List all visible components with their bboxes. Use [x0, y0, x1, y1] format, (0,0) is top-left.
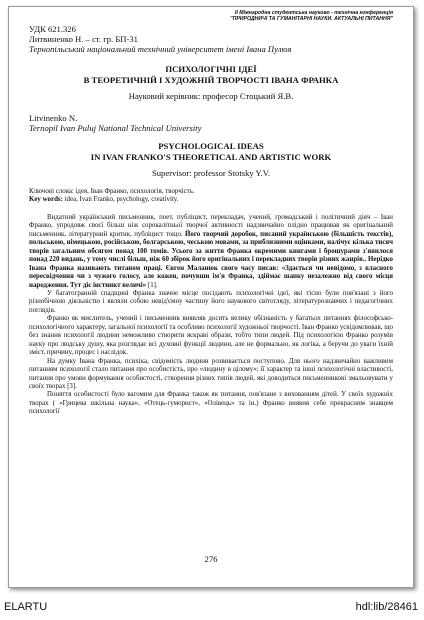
keywords-en-text: idea, Ivan Franko, psychology, creativity.: [62, 196, 179, 204]
affiliation-ua: Тернопільський національний технічний університет імені Івана Пулюя: [29, 44, 292, 54]
author-en: Litvinenko N.: [29, 113, 78, 123]
title-ua-line-1: ПСИХОЛОГІЧНІ ІДЕЇ: [165, 64, 257, 74]
paragraph-1-part-b: Його творчий доробок, писаний українською (більшість текстів), польською, німецькою, російською, болгарською, чеською мовами, за приблизними оцінками, налічує кілька тисяч творів загальним обсягом понад 100 томів. Усього за життя Франка окремими книгами і брошурами з'явилося понад 220 видань, у тому числі більш, ніж 60 збірок його оригінальних і перекладних творів різних жанрів.. Нерідко Івана Франка називають титаном праці. Євген Маланюк свого часу писав: «Здається чи невідомо, з власного пересвідчення чи з чужого голосу, але кожен, почувши ім'я Франка, здіймає шапку незалежно від свого місця народження. Тут діє інстинкт величі»: [29, 230, 393, 289]
paragraph-1: [29, 214, 393, 290]
title-en-line-2: IN IVAN FRANKO'S THEORETICAL AND ARTISTIC WORK: [90, 151, 332, 162]
page-content: [29, 7, 393, 417]
paragraph-3: Франко як мислитель, учений і письменник виявляв досить велику обізнаність у багатьох питаннях філософсько-психологічного характеру, загальної психології та особливо психології художньої творчості. Іван Франко усвідомлював, що без знання психології людини неможливо створити яскраві образи, тобто типи людей. Під психологією Франко розумів науку про людську душу, яка розглядає всі духовні функції людини, але не формально, як логіка, а беручи до уваги їхній зміст, причину, процес і наслідок.: [29, 315, 393, 357]
paragraph-5: Поняття особистості було вагомим для Франка також як питання, пов'язане з вихованням дітей. У своїх художніх творах ( «Грицева шкільна наука», «Отець-гуморист», «Олівець» та ін.) Франко виявив себе прекрасним знавцем психології: [29, 391, 393, 416]
paragraph-4: На думку Івана Франка, психіка, свідомість людини розвивається поступово. Для нього надзвичайно важливим питанням психології стало питання про особистість, про «людину в цілому»; її характер та інші психологічні властивості, питання про умови формування особистості, створення різних типів людей, які доводиться письменникові змальовувати у своїх творах [3].: [29, 357, 393, 390]
supervisor-en: Supervisor: professor Stotsky Y.V.: [151, 168, 270, 178]
keywords-en-label: Key words:: [29, 196, 63, 204]
body-text: [29, 214, 393, 417]
keywords-en: [29, 196, 393, 204]
affiliation-en: Ternopil Ivan Puluj National Technical University: [29, 123, 202, 133]
udk: УДК 621.326: [29, 24, 76, 34]
conference-line-1: ІІ Міжнародна студентська науково - технічна конференція: [234, 10, 393, 16]
supervisor-ua: Науковий керівник: професор Стоцький Я.В.: [128, 91, 294, 101]
conference-line-2: "ПРИРОДНИЧІ ТА ГУМАНІТАРНІ НАУКИ. АКТУАЛЬНІ ПИТАННЯ": [230, 16, 393, 22]
conference-header: [29, 10, 393, 22]
footer-right: hdl:lib/28461: [355, 601, 418, 613]
keywords-ua: Ключові слова: ідея, Іван Франко, психологія, творчість.: [29, 188, 195, 195]
author-ua: Литвиненко Н. – ст. гр. БП-31: [29, 34, 138, 44]
title-ua-line-2: В ТЕОРЕТИЧНІЙ І ХУДОЖНІЙ ТВОРЧОСТІ ІВАНА ФРАНКА: [83, 74, 339, 85]
page-number: 276: [204, 554, 218, 564]
paragraph-1-part-a: Видатний український письменник, поет, публіцист, перекладач, учений, громадський і політичний діяч – Іван Франко, упродовж своєї більш ніж сорокалітньої творчої активності надзвичайно плідно працював як оригінальний письменник, літературний критик, публіцист тощо.: [29, 213, 393, 238]
footer-left: ELARTU: [4, 601, 48, 613]
footer-bar: [0, 596, 424, 620]
paragraph-1-part-c: [1].: [146, 281, 158, 289]
keywords-block: [29, 188, 393, 205]
paragraph-2: У багатогранній спадщині Франка значне місце посідають психологічні ідеї, які тісно були пов'язані з його різнобічною діяльністю і являли собою невід'ємну частину його наукового світогляду, літературознавчих і педагогічних поглядів.: [29, 289, 393, 314]
title-en-line-1: PSYCHOLOGICAL IDEAS: [158, 141, 264, 151]
document-page: [8, 6, 414, 588]
